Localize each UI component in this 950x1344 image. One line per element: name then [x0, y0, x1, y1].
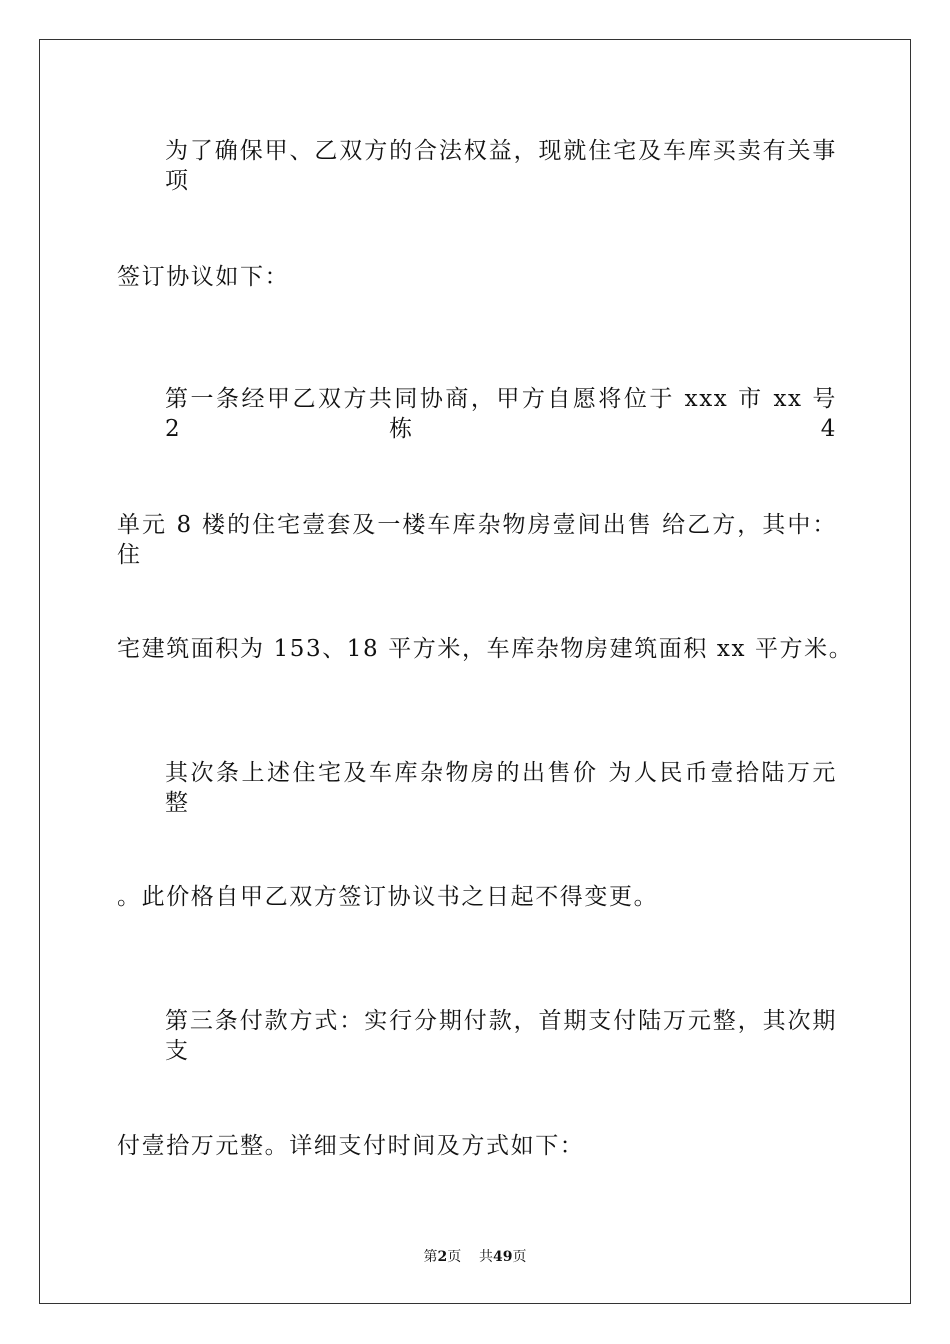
footer-total-prefix: 共 [479, 1249, 494, 1265]
article-1-line-1: 第一条经甲乙双方共同协商，甲方自愿将位于 xxx 市 xx 号 2 栋 4 [165, 386, 837, 442]
article-1-line-3: 宅建筑面积为 153、18 平方米，车库杂物房建筑面积 xx 平方米。 [117, 636, 854, 662]
footer-total-suffix: 页 [512, 1249, 527, 1265]
footer-page-prefix: 第 [423, 1249, 438, 1265]
paragraph-1-line-2: 签订协议如下： [117, 264, 290, 290]
article-2-line-1: 其次条上述住宅及车库杂物房的出售价 为人民币壹拾陆万元整 [165, 760, 837, 816]
article-3-line-2: 付壹拾万元整。详细支付时间及方式如下： [117, 1133, 585, 1159]
paragraph-1-line-1: 为了确保甲、乙双方的合法权益，现就住宅及车库买卖有关事项 [165, 138, 837, 194]
page-footer [0, 1248, 950, 1266]
footer-page-number: 2 [437, 1249, 448, 1265]
footer-total-pages: 49 [493, 1249, 513, 1265]
article-3-line-1: 第三条付款方式：实行分期付款，首期支付陆万元整，其次期支 [165, 1008, 837, 1064]
article-2-line-2: 。此价格自甲乙双方签订协议书之日起不得变更。 [117, 884, 659, 910]
footer-page-suffix: 页 [447, 1249, 462, 1265]
page-frame [39, 39, 911, 1304]
article-1-line-2: 单元 8 楼的住宅壹套及一楼车库杂物房壹间出售 给乙方，其中：住 [117, 512, 837, 568]
